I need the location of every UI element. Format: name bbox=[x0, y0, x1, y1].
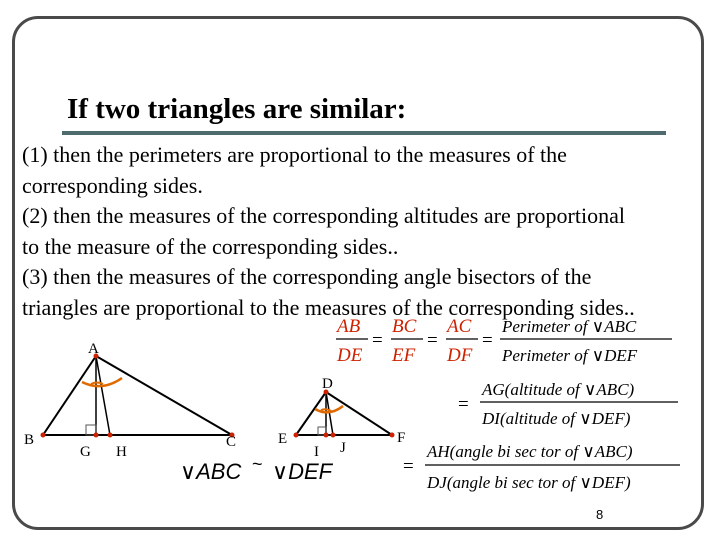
ratio-ac-numerator: AC bbox=[447, 316, 472, 337]
triangle-def bbox=[294, 390, 395, 438]
side-df bbox=[326, 392, 392, 435]
angle-arc-marker bbox=[82, 378, 122, 386]
bisector-ratio bbox=[403, 442, 680, 492]
label-h: H bbox=[116, 444, 127, 460]
point-3-line-1: (3) then the measures of the corresponding angle bisectors of the bbox=[22, 264, 592, 289]
ratio-equation bbox=[335, 316, 672, 366]
triangle-def-name: ∨DEF bbox=[272, 459, 333, 484]
slide-number: 8 bbox=[596, 507, 604, 522]
angle-arc-marker bbox=[91, 383, 103, 385]
ratio-ef-denominator: EF bbox=[392, 345, 416, 366]
equals-sign: = bbox=[372, 330, 383, 351]
label-g: G bbox=[80, 444, 91, 460]
vertex-e-dot bbox=[294, 433, 299, 438]
perimeter-abc-numerator: Perimeter of ∨ABC bbox=[502, 317, 637, 336]
equals-sign: = bbox=[427, 330, 438, 351]
label-f: F bbox=[397, 430, 406, 446]
similar-symbol: ~ bbox=[252, 454, 263, 474]
point-3-line-2: triangles are proportional to the measures of the corresponding sides.. bbox=[22, 294, 635, 320]
point-1-line-2: corresponding sides. bbox=[22, 172, 203, 198]
label-e: E bbox=[278, 431, 288, 447]
vertex-i-dot bbox=[324, 433, 329, 438]
similarity-statement bbox=[180, 454, 334, 484]
altitude-def-denominator: DI(altitude of ∨DEF) bbox=[482, 409, 631, 428]
ratio-bc-numerator: BC bbox=[392, 316, 417, 337]
vertex-j-dot bbox=[331, 433, 336, 438]
label-b: B bbox=[24, 432, 35, 448]
side-ab bbox=[43, 356, 96, 435]
vertex-g-dot bbox=[94, 433, 99, 438]
equals-sign: = bbox=[458, 394, 469, 415]
altitude-abc-numerator: AG(altitude of ∨ABC) bbox=[482, 380, 635, 399]
side-de bbox=[296, 392, 326, 435]
label-i: I bbox=[314, 444, 319, 460]
point-2-line-2: to the measure of the corresponding sides.. bbox=[22, 233, 399, 259]
point-1-line-1: (1) then the perimeters are proportional to the measures of the bbox=[22, 142, 567, 167]
point-2-line-1: (2) then the measures of the corresponding altitudes are proportional bbox=[22, 203, 625, 228]
bisector-ah bbox=[96, 356, 110, 435]
side-ac bbox=[96, 356, 232, 435]
triangle-abc bbox=[41, 354, 235, 438]
equals-sign: = bbox=[403, 456, 414, 477]
label-d: D bbox=[322, 376, 333, 392]
ratio-df-denominator: DF bbox=[447, 345, 473, 366]
slide-title: If two triangles are similar: bbox=[67, 93, 407, 125]
label-a: A bbox=[88, 341, 99, 357]
equals-sign: = bbox=[482, 330, 493, 351]
triangle-abc-name: ∨ABC bbox=[180, 459, 242, 484]
perimeter-def-denominator: Perimeter of ∨DEF bbox=[502, 346, 638, 365]
altitude-ratio bbox=[458, 380, 678, 428]
vertex-b-dot bbox=[41, 433, 46, 438]
label-c: C bbox=[226, 434, 237, 450]
ratio-ab-numerator: AB bbox=[337, 316, 361, 337]
vertex-h-dot bbox=[108, 433, 113, 438]
bisector-def-denominator: DJ(angle bi sec tor of ∨DEF) bbox=[427, 473, 631, 492]
bisector-abc-numerator: AH(angle bi sec tor of ∨ABC) bbox=[427, 442, 633, 461]
vertex-f-dot bbox=[390, 433, 395, 438]
ratio-de-denominator: DE bbox=[337, 345, 363, 366]
label-j: J bbox=[340, 440, 346, 456]
